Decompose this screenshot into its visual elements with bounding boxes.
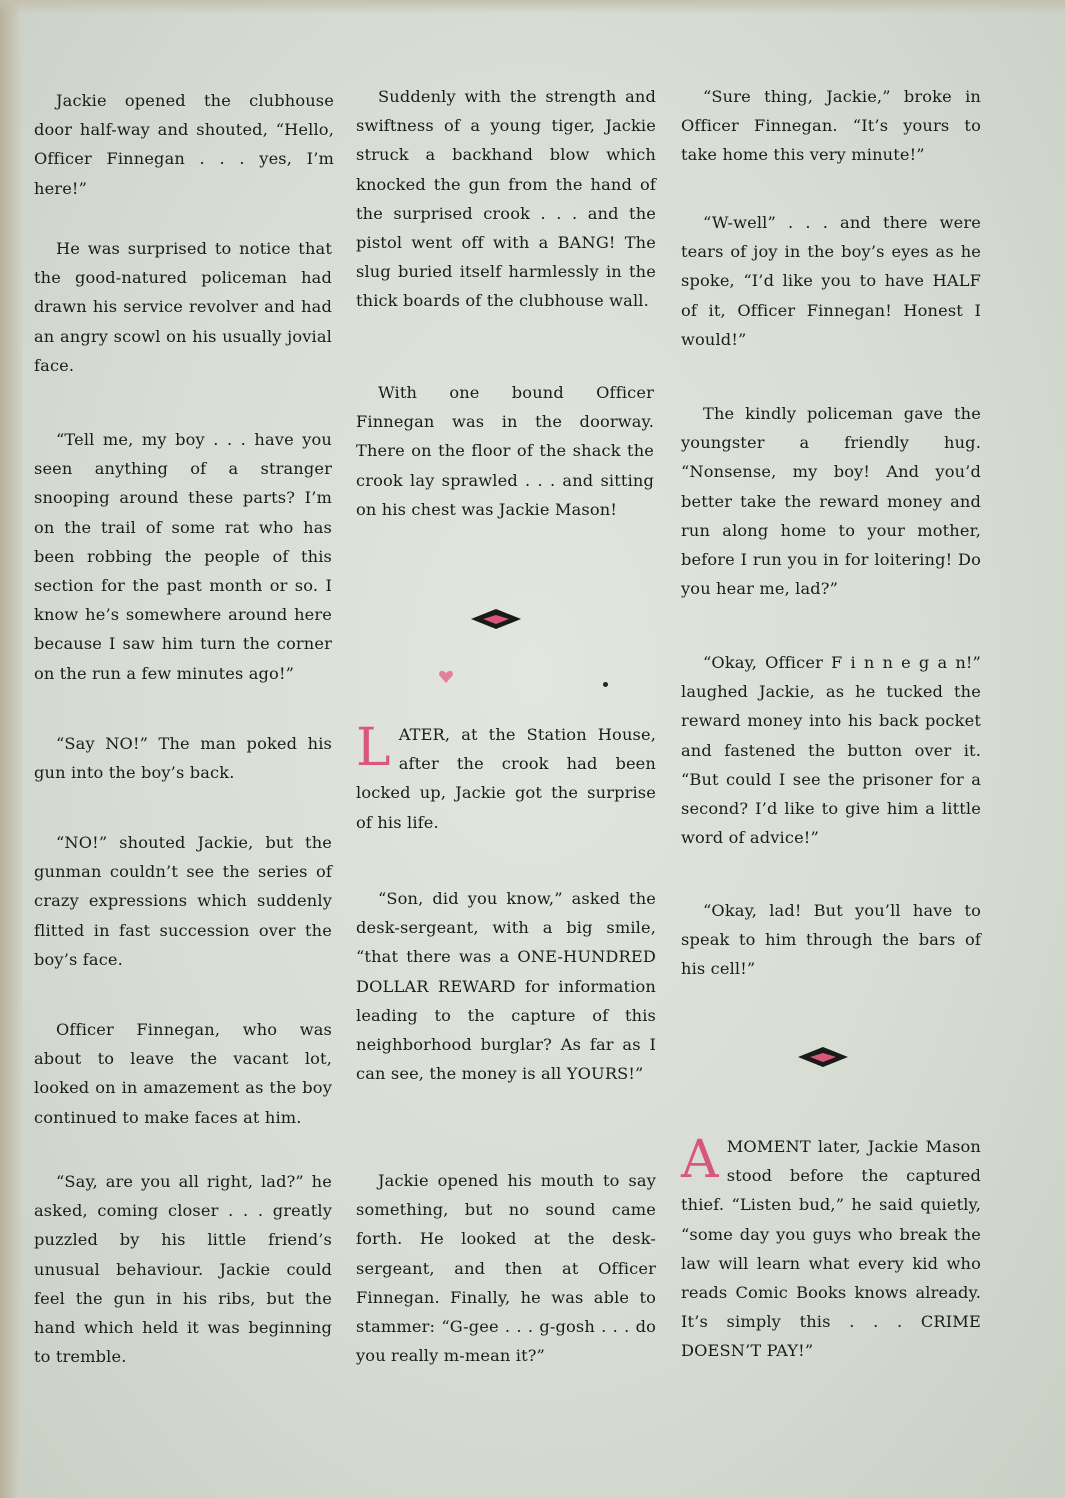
paragraph: Suddenly with the strength and swiftness of a young tiger, Jackie struck a backhand blow which knocked the gun from the hand of the surprised crook . . . and the pistol went off with a BANG! The slug buried itself harmlessly in the thick boards of the clubhouse wall. bbox=[356, 87, 656, 311]
paragraph-dropcap bbox=[356, 720, 656, 837]
drop-cap: L bbox=[356, 718, 391, 778]
paragraph: Officer Finnegan, who was about to leave the vacant lot, looked on in amazement as the boy continued to make faces at him. bbox=[34, 1020, 332, 1127]
column-2 bbox=[356, 0, 656, 1498]
heart-ornament-icon bbox=[438, 670, 454, 684]
paragraph-text: MOMENT later, Jackie Mason stood before the captured thief. “Listen bud,” he said quietly, “some day you guys who break the law will learn what every kid who reads Comic Books knows already. It’s simply this . . . CRIME DOESN’T PAY!” bbox=[681, 1137, 981, 1361]
diamond-ornament-icon bbox=[798, 1045, 848, 1069]
paragraph: “Say NO!” The man poked his gun into the boy’s back. bbox=[34, 734, 332, 783]
paragraph: “Okay, Officer F i n n e g a n!” laughed Jackie, as he tucked the reward money into his back pocket and fastened the button over it. “But could I see the prisoner for a second? I’d like to give him a little word of advice!” bbox=[681, 653, 981, 848]
drop-cap: A bbox=[681, 1130, 719, 1190]
paragraph: He was surprised to notice that the good-natured policeman had drawn his service revolver and had an angry scowl on his usually jovial face. bbox=[34, 239, 332, 375]
paragraph-dropcap bbox=[681, 1132, 981, 1366]
paragraph-text: ATER, at the Station House, after the crook had been locked up, Jackie got the surprise of his life. bbox=[356, 725, 656, 832]
page-edge bbox=[0, 0, 22, 1498]
paragraph: “NO!” shouted Jackie, but the gunman couldn’t see the series of crazy expressions which suddenly flitted in fast succession over the boy’s face. bbox=[34, 833, 332, 969]
column-1 bbox=[34, 0, 334, 1498]
diamond-ornament-icon bbox=[471, 607, 521, 631]
paragraph: “W-well” . . . and there were tears of joy in the boy’s eyes as he spoke, “I’d like you to have HALF of it, Officer Finnegan! Honest I would!” bbox=[681, 213, 981, 349]
paragraph: “Tell me, my boy . . . have you seen anything of a stranger snooping around these parts? I’m on the trail of some rat who has been robbing the people of this section for the past month or so. I know he’s somewhere around here because I saw him turn the corner on the run a few minutes ago!” bbox=[34, 430, 332, 683]
paragraph: “Sure thing, Jackie,” broke in Officer Finnegan. “It’s yours to take home this very minute!” bbox=[681, 87, 981, 165]
paragraph: “Son, did you know,” asked the desk-sergeant, with a big smile, “that there was a ONE-HUNDRED DOLLAR REWARD for information leading to the capture of this neighborhood burglar? As far as I can see, the money is all YOURS!” bbox=[356, 889, 656, 1084]
ink-speck bbox=[603, 682, 608, 687]
paragraph: With one bound Officer Finnegan was in the doorway. There on the floor of the shack the crook lay sprawled . . . and sitting on his chest was Jackie Mason! bbox=[356, 383, 654, 519]
paragraph: “Say, are you all right, lad?” he asked, coming closer . . . greatly puzzled by his little friend’s unusual behaviour. Jackie could feel the gun in his ribs, but the hand which held it was beginning to tremble. bbox=[34, 1172, 332, 1367]
column-3 bbox=[681, 0, 981, 1498]
paragraph: Jackie opened his mouth to say something, but no sound came forth. He looked at the desk-sergeant, and then at Officer Finnegan. Finally, he was able to stammer: “G-gee . . . g-gosh . . . do you really m-mean it?” bbox=[356, 1171, 656, 1366]
paragraph: The kindly policeman gave the youngster a friendly hug. “Nonsense, my boy! And you’d better take the reward money and run along home to your mother, before I run you in for loitering! Do you hear me, lad?” bbox=[681, 404, 981, 599]
paragraph: Jackie opened the clubhouse door half-way and shouted, “Hello, Officer Finnegan . . . yes, I’m here!” bbox=[34, 91, 334, 198]
paragraph: “Okay, lad! But you’ll have to speak to him through the bars of his cell!” bbox=[681, 901, 981, 979]
